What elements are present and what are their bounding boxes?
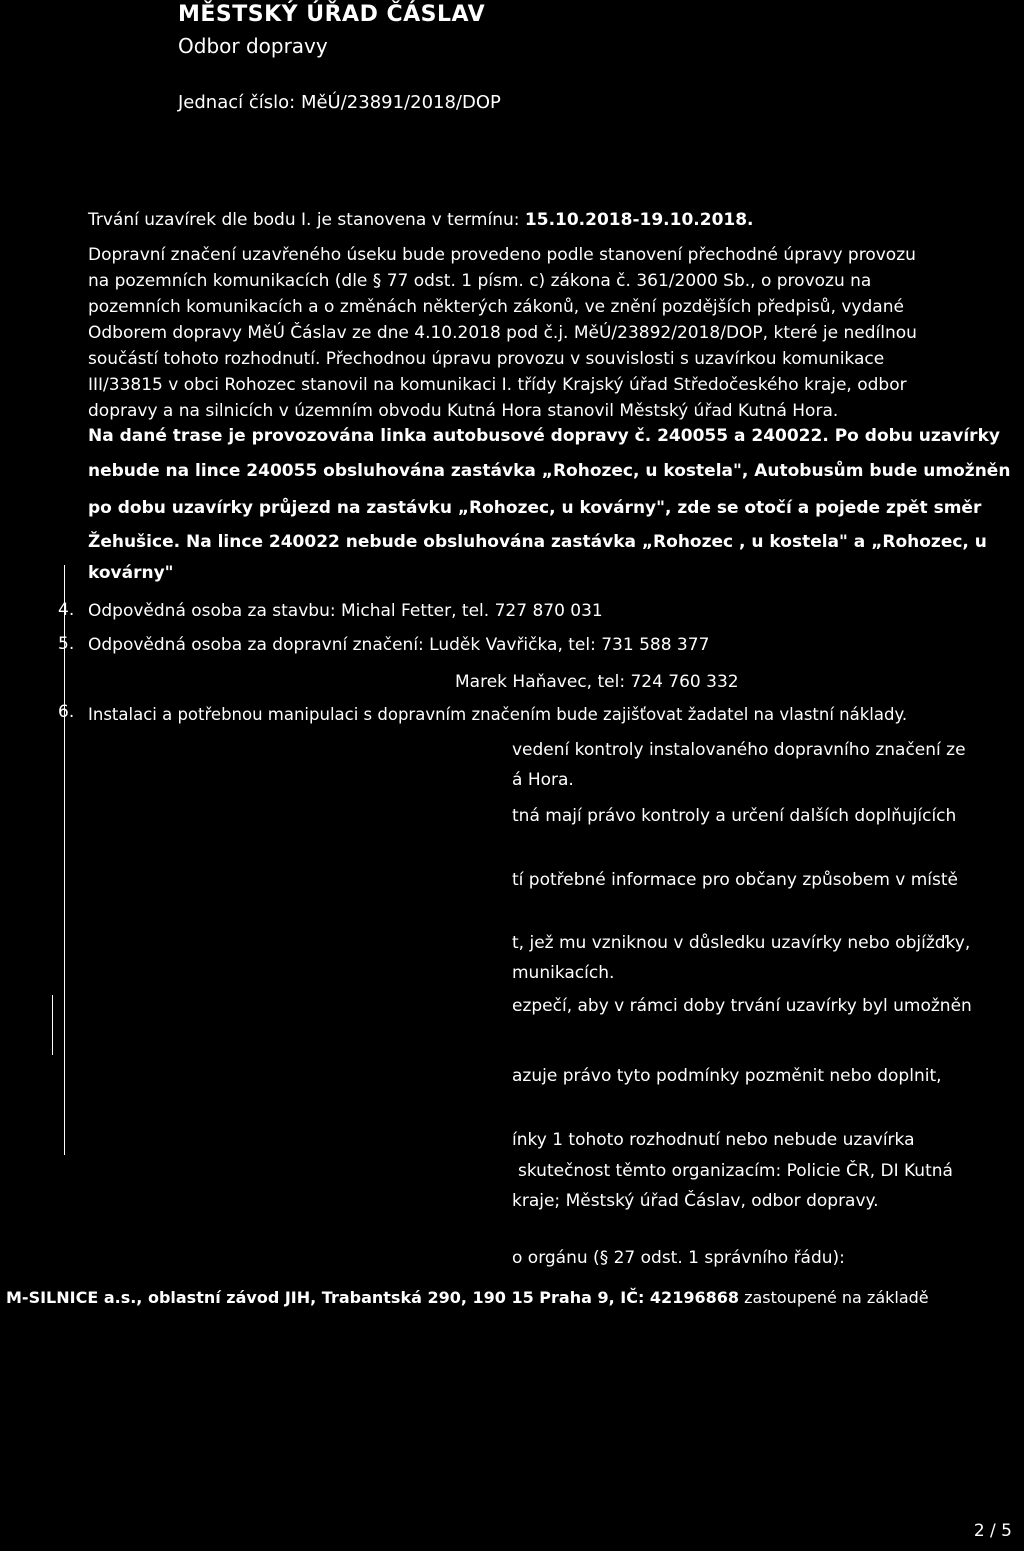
reference-number: Jednací číslo: MěÚ/23891/2018/DOP bbox=[178, 92, 501, 113]
item-text: Marek Haňavec, tel: 724 760 332 bbox=[455, 672, 739, 692]
paragraph-line: Odborem dopravy MěÚ Čáslav ze dne 4.10.2018 pod č.j. MěÚ/23892/2018/DOP, které je nedílnou bbox=[88, 323, 917, 343]
paragraph-line: součástí tohoto rozhodnutí. Přechodnou úpravu provozu v souvislosti s uzavírkou komunikace bbox=[88, 349, 885, 369]
item-number: 6. bbox=[58, 702, 75, 722]
text-fragment: o orgánu (§ 27 odst. 1 správního řádu): bbox=[512, 1248, 845, 1268]
paragraph-line: kovárny" bbox=[88, 563, 174, 583]
duration-label: Trvání uzavírek dle bodu I. je stanovena v termínu: bbox=[88, 210, 525, 230]
paragraph-line: Na dané trase je provozována linka autobusové dopravy č. 240055 a 240022. Po dobu uzavírky bbox=[88, 426, 1000, 446]
company-line-suffix: zastoupené na základě bbox=[738, 1288, 929, 1307]
text-fragment: munikacích. bbox=[512, 963, 615, 983]
item-text: Odpovědná osoba za dopravní značení: Luděk Vavřička, tel: 731 588 377 bbox=[88, 635, 710, 655]
duration-dates: 15.10.2018-19.10.2018. bbox=[524, 210, 754, 230]
text-fragment: tná mají právo kontroly a určení dalších doplňujících bbox=[512, 806, 957, 826]
company-line bbox=[6, 1288, 929, 1307]
item-text: Odpovědná osoba za stavbu: Michal Fetter, tel. 727 870 031 bbox=[88, 601, 603, 621]
page-number: 2 / 5 bbox=[973, 1521, 1012, 1541]
item-text: Instalaci a potřebnou manipulaci s dopravním značením bude zajišťovat žadatel na vlastní náklady. bbox=[88, 705, 908, 724]
paragraph-line: III/33815 v obci Rohozec stanovil na komunikaci I. třídy Krajský úřad Středočeského kraje, odbor bbox=[88, 375, 907, 395]
paragraph-line: na pozemních komunikacích (dle § 77 odst. 1 písm. c) zákona č. 361/2000 Sb., o provozu na bbox=[88, 271, 872, 291]
paragraph-line: Dopravní značení uzavřeného úseku bude provedeno podle stanovení přechodné úpravy provozu bbox=[88, 245, 916, 265]
text-fragment: á Hora. bbox=[512, 770, 574, 790]
text-fragment: skutečnost těmto organizacím: Policie ČR, DI Kutná bbox=[518, 1161, 953, 1181]
office-name: MĚSTSKÝ ÚŘAD ČÁSLAV bbox=[178, 2, 486, 27]
paragraph-line: nebude na lince 240055 obsluhována zastávka „Rohozec, u kostela", Autobusům bude umožněn bbox=[88, 461, 1011, 481]
paragraph-line: po dobu uzavírky průjezd na zastávku „Rohozec, u kovárny", zde se otočí a pojede zpět směr bbox=[88, 498, 982, 518]
paragraph-line: pozemních komunikacích a o změnách některých zákonů, ve znění pozdějších předpisů, vydané bbox=[88, 297, 904, 317]
paragraph-line: dopravy a na silnicích v územním obvodu Kutná Hora stanovil Městský úřad Kutná Hora. bbox=[88, 401, 839, 421]
company-name: M-SILNICE a.s., oblastní závod JIH, Trabantská 290, 190 15 Praha 9, IČ: 42196868 bbox=[6, 1288, 739, 1307]
text-fragment: kraje; Městský úřad Čáslav, odbor dopravy. bbox=[512, 1191, 879, 1211]
margin-line bbox=[52, 995, 53, 1055]
text-fragment: vedení kontroly instalovaného dopravního značení ze bbox=[512, 740, 966, 760]
text-fragment: azuje právo tyto podmínky pozměnit nebo doplnit, bbox=[512, 1066, 942, 1086]
text-fragment: ezpečí, aby v rámci doby trvání uzavírky byl umožněn bbox=[512, 996, 972, 1016]
item-number: 5. bbox=[58, 634, 75, 654]
duration-paragraph bbox=[88, 207, 754, 233]
margin-line bbox=[64, 705, 65, 1155]
department-name: Odbor dopravy bbox=[178, 34, 328, 58]
item-number: 4. bbox=[58, 600, 75, 620]
paragraph-line: Žehušice. Na lince 240022 nebude obsluhována zastávka „Rohozec , u kostela" a „Rohozec, u bbox=[88, 532, 987, 552]
text-fragment: t, jež mu vzniknou v důsledku uzavírky nebo objížďky, bbox=[512, 933, 971, 953]
text-fragment: tí potřebné informace pro občany způsobem v místě bbox=[512, 870, 959, 890]
text-fragment: ínky 1 tohoto rozhodnutí nebo nebude uzavírka bbox=[512, 1130, 915, 1150]
